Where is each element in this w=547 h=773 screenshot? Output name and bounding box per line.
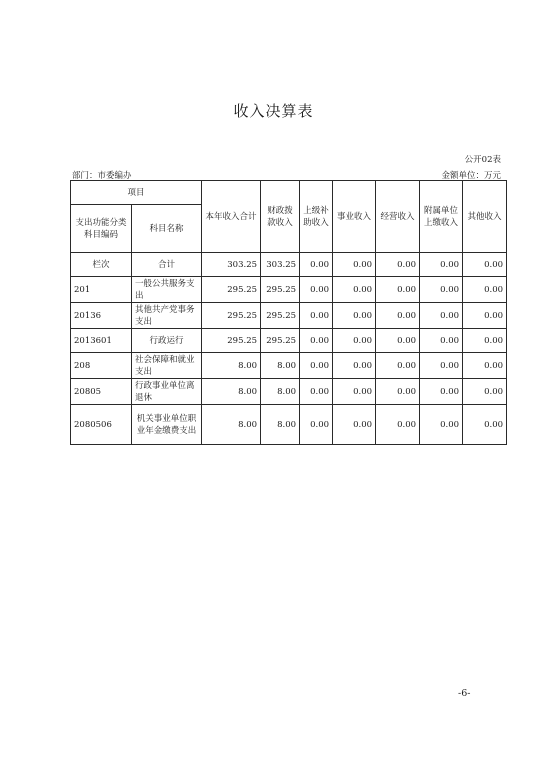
value-cell: 0.00 [376,405,420,445]
value-cell: 0.00 [333,303,376,329]
table-row [71,277,507,303]
code-cell: 20136 [71,303,132,329]
code-cell: 20805 [71,379,132,405]
income-settlement-table [70,180,507,445]
value-cell: 0.00 [333,405,376,445]
value-cell: 0.00 [376,329,420,353]
total-cell: 0.00 [300,253,333,277]
table-row [71,329,507,353]
header-subject-name: 科目名称 [132,205,202,253]
value-cell: 0.00 [463,329,507,353]
total-row-label: 合计 [132,253,202,277]
value-cell: 0.00 [376,353,420,379]
value-cell: 0.00 [463,353,507,379]
header-total-income: 本年收入合计 [202,181,261,253]
value-cell: 295.25 [261,329,300,353]
code-cell: 201 [71,277,132,303]
value-cell: 0.00 [463,379,507,405]
value-cell: 0.00 [463,303,507,329]
value-cell: 295.25 [261,303,300,329]
name-cell: 其他共产党事务支出 [132,303,202,329]
total-cell: 303.25 [202,253,261,277]
code-cell: 2013601 [71,329,132,353]
value-cell: 0.00 [420,353,463,379]
header-affiliated-income: 附属单位上缴收入 [420,181,463,253]
value-cell: 0.00 [333,353,376,379]
code-cell: 2080506 [71,405,132,445]
document-title: 收入决算表 [233,102,314,120]
value-cell: 0.00 [463,405,507,445]
page-number: -6- [458,688,471,699]
value-cell: 295.25 [261,277,300,303]
value-cell: 8.00 [202,379,261,405]
value-cell: 295.25 [202,303,261,329]
amount-unit-label: 金额单位：万元 [441,171,501,181]
value-cell: 0.00 [376,303,420,329]
value-cell: 0.00 [300,329,333,353]
total-cell: 0.00 [420,253,463,277]
name-cell: 社会保障和就业支出 [132,353,202,379]
table-row [71,405,507,445]
total-cell: 0.00 [376,253,420,277]
department-label: 部门：市委编办 [72,171,132,181]
value-cell: 0.00 [333,277,376,303]
value-cell: 0.00 [300,405,333,445]
table-row [71,379,507,405]
total-cell: 0.00 [463,253,507,277]
header-item-group: 项目 [71,181,202,205]
value-cell: 0.00 [333,379,376,405]
table-row [71,353,507,379]
value-cell: 8.00 [261,353,300,379]
name-cell: 机关事业单位职业年金缴费支出 [132,405,202,445]
index-row-label: 栏次 [71,253,132,277]
value-cell: 0.00 [420,379,463,405]
value-cell: 8.00 [261,379,300,405]
form-code: 公开02表 [464,155,501,165]
value-cell: 0.00 [300,277,333,303]
header-operating-income: 经营收入 [376,181,420,253]
value-cell: 8.00 [202,353,261,379]
name-cell: 行政事业单位离退休 [132,379,202,405]
value-cell: 0.00 [300,379,333,405]
total-cell: 303.25 [261,253,300,277]
total-cell: 0.00 [333,253,376,277]
value-cell: 0.00 [333,329,376,353]
value-cell: 0.00 [376,379,420,405]
value-cell: 295.25 [202,277,261,303]
value-cell: 0.00 [420,405,463,445]
header-superior-subsidy: 上级补助收入 [300,181,333,253]
header-function-code: 支出功能分类科目编码 [71,205,132,253]
value-cell: 0.00 [420,329,463,353]
header-business-income: 事业收入 [333,181,376,253]
table-row [71,303,507,329]
value-cell: 0.00 [420,277,463,303]
value-cell: 0.00 [463,277,507,303]
value-cell: 8.00 [202,405,261,445]
value-cell: 0.00 [300,303,333,329]
header-fiscal-income: 财政拨款收入 [261,181,300,253]
code-cell: 208 [71,353,132,379]
value-cell: 0.00 [300,353,333,379]
header-other-income: 其他收入 [463,181,507,253]
name-cell: 行政运行 [132,329,202,353]
value-cell: 0.00 [376,277,420,303]
value-cell: 8.00 [261,405,300,445]
value-cell: 0.00 [420,303,463,329]
name-cell: 一般公共服务支出 [132,277,202,303]
value-cell: 295.25 [202,329,261,353]
